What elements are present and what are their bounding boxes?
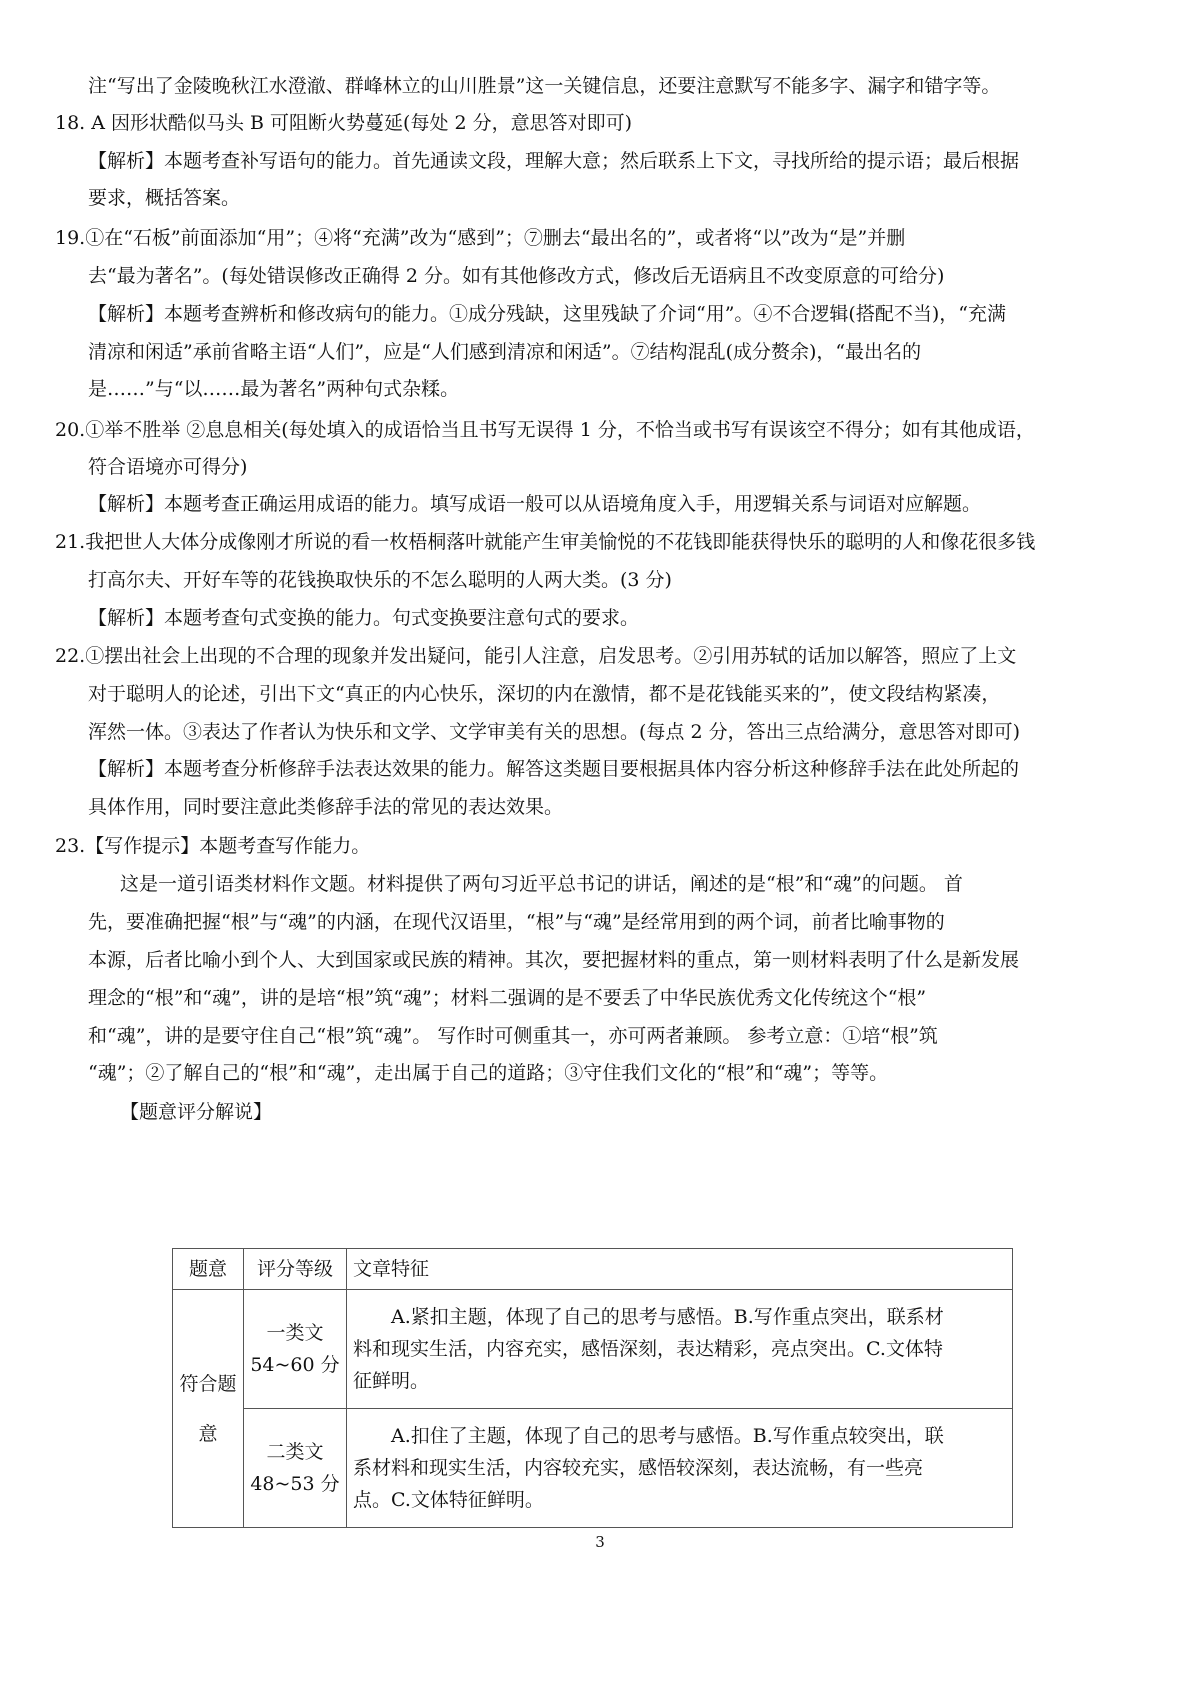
- answer-18: 18. A 因形状酷似马头 B 可阻断火势蔓延(每处 2 分，意思答对即可): [55, 112, 633, 134]
- feature-line: 料和现实生活，内容充实，感悟深刻，表达精彩，亮点突出。C.文体特: [353, 1338, 943, 1360]
- text-line: 是……”与“以……最为著名”两种句式杂糅。: [88, 378, 460, 400]
- header-topic: 题意: [173, 1249, 244, 1290]
- features-cell: [347, 1290, 1013, 1409]
- grade-name: 一类文: [266, 1322, 324, 1344]
- answer-20: 20.①举不胜举 ②息息相关(每处填入的成语恰当且书写无误得 1 分，不恰当或书写有误该空不得分；如有其他成语，: [55, 419, 1035, 441]
- grade-cell: [244, 1290, 347, 1409]
- feature-line: 征鲜明。: [353, 1370, 430, 1392]
- table-row: [173, 1290, 1013, 1409]
- table-header-row: [173, 1249, 1013, 1290]
- grade-range: 48~53 分: [250, 1473, 340, 1495]
- text-line: 符合语境亦可得分): [88, 456, 248, 478]
- header-features: 文章特征: [347, 1249, 1013, 1290]
- answer-19: 19.①在“石板”前面添加“用”；④将“充满”改为“感到”；⑦删去“最出名的”，或者将“以”改为“是”并删: [55, 227, 906, 249]
- writing-paragraph: 这是一道引语类材料作文题。材料提供了两句习近平总书记的讲话，阐述的是“根”和“魂”的问题。 首: [120, 873, 963, 895]
- analysis-20: 【解析】本题考查正确运用成语的能力。填写成语一般可以从语境角度入手，用逻辑关系与词语对应解题。: [88, 493, 982, 515]
- feature-line: A.扣住了主题，体现了自己的思考与感悟。B.写作重点较突出，联: [391, 1425, 944, 1447]
- header-grade: 评分等级: [244, 1249, 347, 1290]
- analysis-18: 【解析】本题考查补写语句的能力。首先通读文段，理解大意；然后联系上下文，寻找所给的提示语；最后根据: [88, 150, 1020, 172]
- text-line: 本源，后者比喻小到个人、大到国家或民族的精神。其次，要把握材料的重点，第一则材料表明了什么是新发展: [88, 949, 1020, 971]
- text-line: 具体作用，同时要注意此类修辞手法的常见的表达效果。: [88, 796, 564, 818]
- text-line: 清凉和闲适”承前省略主语“人们”，应是“人们感到清凉和闲适”。⑦结构混乱(成分赘余)，“最出名的: [88, 341, 922, 363]
- text-line: 和“魂”，讲的是要守住自己“根”筑“魂”。 写作时可侧重其一，亦可两者兼顾。 参考立意：①培“根”筑: [88, 1025, 938, 1047]
- feature-line: A.紧扣主题，体现了自己的思考与感悟。B.写作重点突出，联系材: [391, 1306, 944, 1328]
- features-cell: [347, 1409, 1013, 1528]
- text-line: 注“写出了金陵晚秋江水澄澈、群峰林立的山川胜景”这一关键信息，还要注意默写不能多字、漏字和错字等。: [88, 75, 1001, 97]
- grade-range: 54~60 分: [250, 1354, 340, 1376]
- group-label-line: 意: [198, 1422, 218, 1445]
- table-row: [173, 1409, 1013, 1528]
- page-number: 3: [595, 1533, 605, 1551]
- analysis-21: 【解析】本题考查句式变换的能力。句式变换要注意句式的要求。: [88, 607, 640, 629]
- grade-cell: [244, 1409, 347, 1528]
- text-line: 打高尔夫、开好车等的花钱换取快乐的不怎么聪明的人两大类。(3 分): [88, 569, 672, 591]
- text-line: 去“最为著名”。(每处错误修改正确得 2 分。如有其他修改方式，修改后无语病且不改变原意的可给分): [88, 265, 945, 287]
- rubric-heading: 【题意评分解说】: [120, 1101, 273, 1123]
- text-line: 对于聪明人的论述，引出下文“真正的内心快乐，深切的内在激情，都不是花钱能买来的”，使文段结构紧凑，: [88, 683, 1001, 705]
- text-line: 先，要准确把握“根”与“魂”的内涵，在现代汉语里，“根”与“魂”是经常用到的两个词，前者比喻事物的: [88, 911, 945, 933]
- answer-21: 21.我把世人大体分成像刚才所说的看一枚梧桐落叶就能产生审美愉悦的不花钱即能获得快乐的聪明的人和像花很多钱: [55, 531, 1036, 553]
- feature-line: 系材料和现实生活，内容较充实，感悟较深刻，表达流畅，有一些亮: [353, 1457, 924, 1479]
- text-line: 理念的“根”和“魂”，讲的是培“根”筑“魂”；材料二强调的是不要丢了中华民族优秀文化传统这个“根”: [88, 987, 927, 1009]
- answer-23: 23.【写作提示】本题考查写作能力。: [55, 835, 371, 857]
- scoring-table: [172, 1248, 1013, 1528]
- analysis-22: 【解析】本题考查分析修辞手法表达效果的能力。解答这类题目要根据具体内容分析这种修辞手法在此处所起的: [88, 758, 1020, 780]
- group-label-cell: [173, 1290, 244, 1528]
- group-label-line: 符合题: [179, 1372, 237, 1395]
- grade-name: 二类文: [266, 1441, 324, 1463]
- text-line: 要求，概括答案。: [88, 187, 241, 209]
- text-line: “魂”；②了解自己的“根”和“魂”，走出属于自己的道路；③守住我们文化的“根”和“魂”；等等。: [88, 1062, 889, 1084]
- feature-line: 点。C.文体特征鲜明。: [353, 1489, 544, 1511]
- text-line: 浑然一体。③表达了作者认为快乐和文学、文学审美有关的思想。(每点 2 分，答出三点给满分，意思答对即可): [88, 721, 1020, 743]
- analysis-19: 【解析】本题考查辨析和修改病句的能力。①成分残缺，这里残缺了介词“用”。④不合逻辑(搭配不当)，“充满: [88, 303, 1006, 325]
- answer-22: 22.①摆出社会上出现的不合理的现象并发出疑问，能引人注意，启发思考。②引用苏轼的话加以解答，照应了上文: [55, 645, 1017, 667]
